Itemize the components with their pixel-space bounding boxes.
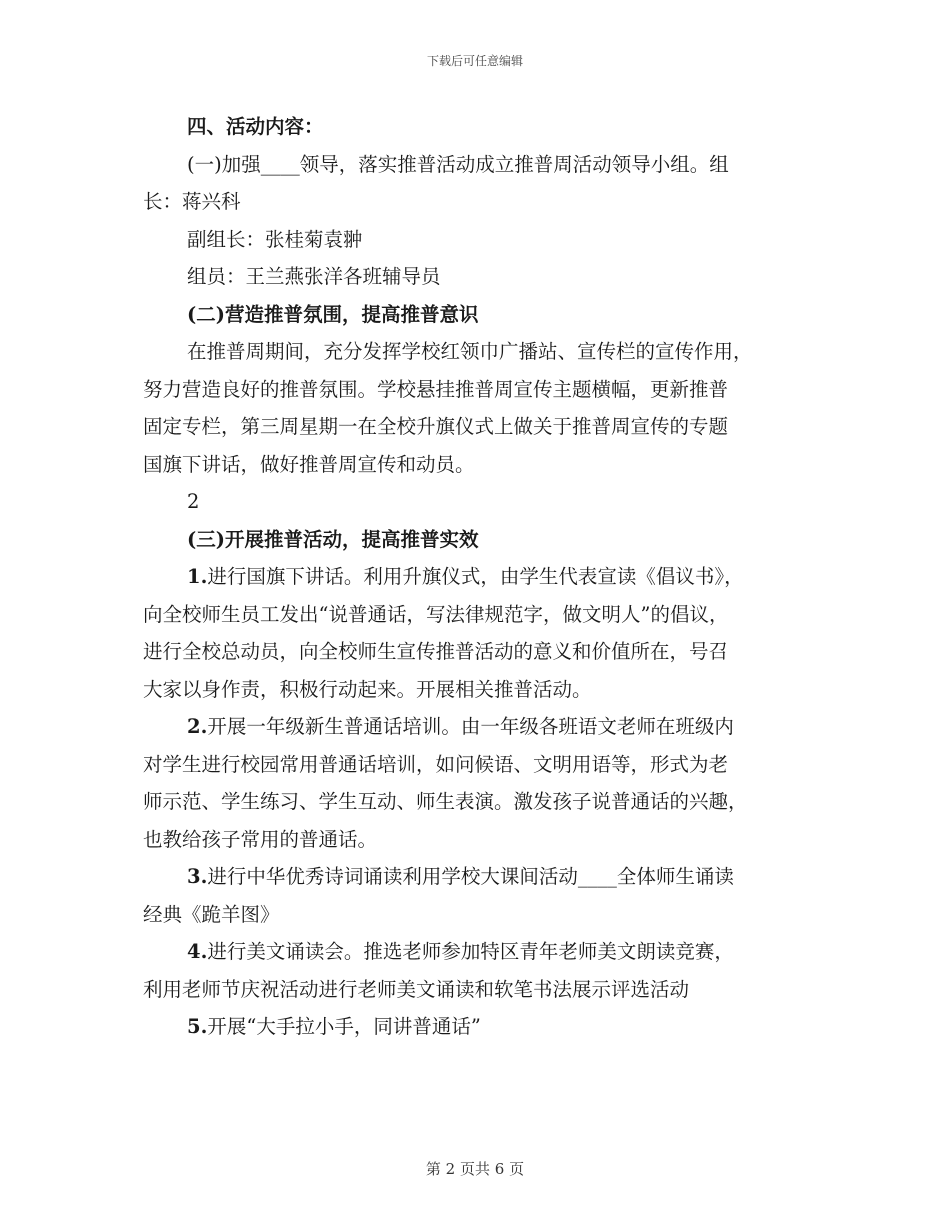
item2-line xyxy=(143,708,808,746)
item2-number: 2. xyxy=(187,715,208,738)
part1-line1: (一)加强____领导，落实推普活动成立推普周活动领导小组。组 xyxy=(187,152,729,176)
page-header: 下载后可任意编辑 xyxy=(426,54,523,68)
members-line: 组员：王兰燕张洋各班辅导员 xyxy=(187,265,441,288)
item1-line: 进行全校总动员，向全校师生宣传推普活动的意义和价值所在，号召 xyxy=(143,640,729,663)
item2-line: 对学生进行校园常用普通话培训，如问候语、文明用语等，形式为老 xyxy=(143,752,729,776)
item3-text: 进行中华优秀诗词诵读利用学校大课间活动____全体师生诵读 xyxy=(207,865,734,888)
part2-para-line: 在推普周期间，充分发挥学校红领巾广播站、宣传栏的宣传作用， xyxy=(187,340,753,363)
item1-text: 进行国旗下讲话。利用升旗仪式，由学生代表宣读《倡议书》， xyxy=(207,565,744,588)
item3-line xyxy=(143,858,808,896)
part3-heading: (三)开展推普活动，提高推普实效 xyxy=(187,527,479,551)
item4-line: 利用老师节庆祝活动进行老师美文诵读和软笔书法展示评选活动 xyxy=(143,977,690,1001)
item1-line: 向全校师生员工发出“说普通话，写法律规范字，做文明人”的倡议， xyxy=(143,602,729,626)
item2-line: 师示范、学生练习、学生互动、师生表演。激发孩子说普通话的兴趣， xyxy=(143,790,748,813)
section-title: 四、活动内容： xyxy=(187,115,324,138)
page-marker: 2 xyxy=(187,490,200,513)
item3-number: 3. xyxy=(187,865,208,888)
part1-line2: 长：蒋兴科 xyxy=(143,190,241,213)
item1-line: 大家以身作责，积极行动起来。开展相关推普活动。 xyxy=(143,677,592,701)
part2-para-line: 固定专栏，第三周星期一在全校升旗仪式上做关于推普周宣传的专题 xyxy=(143,415,729,438)
item4-line xyxy=(143,933,808,971)
page-footer: 第 2 页共 6 页 xyxy=(425,1160,525,1178)
part2-para-line: 努力营造良好的推普氛围。学校悬挂推普周宣传主题横幅，更新推普 xyxy=(143,377,729,401)
item2-line: 也教给孩子常用的普通话。 xyxy=(143,827,378,851)
item5-number: 5. xyxy=(187,1015,208,1038)
item2-text: 开展一年级新生普通话培训。由一年级各班语文老师在班级内 xyxy=(207,715,734,738)
item5-text: 开展“大手拉小手，同讲普通话” xyxy=(207,1015,481,1038)
item4-number: 4. xyxy=(187,940,208,963)
item5-line xyxy=(143,1008,808,1046)
item1-line xyxy=(143,558,808,596)
item4-text: 进行美文诵读会。推选老师参加特区青年老师美文朗读竞赛， xyxy=(207,940,734,963)
part2-heading: (二)营造推普氛围，提高推普意识 xyxy=(187,302,479,326)
item3-line: 经典《跪羊图》 xyxy=(143,902,280,926)
document-body xyxy=(143,108,808,1046)
part2-para-line: 国旗下讲话，做好推普周宣传和动员。 xyxy=(143,452,475,476)
item1-number: 1. xyxy=(187,565,208,588)
deputy-leader-line: 副组长：张桂菊袁翀 xyxy=(187,227,363,251)
